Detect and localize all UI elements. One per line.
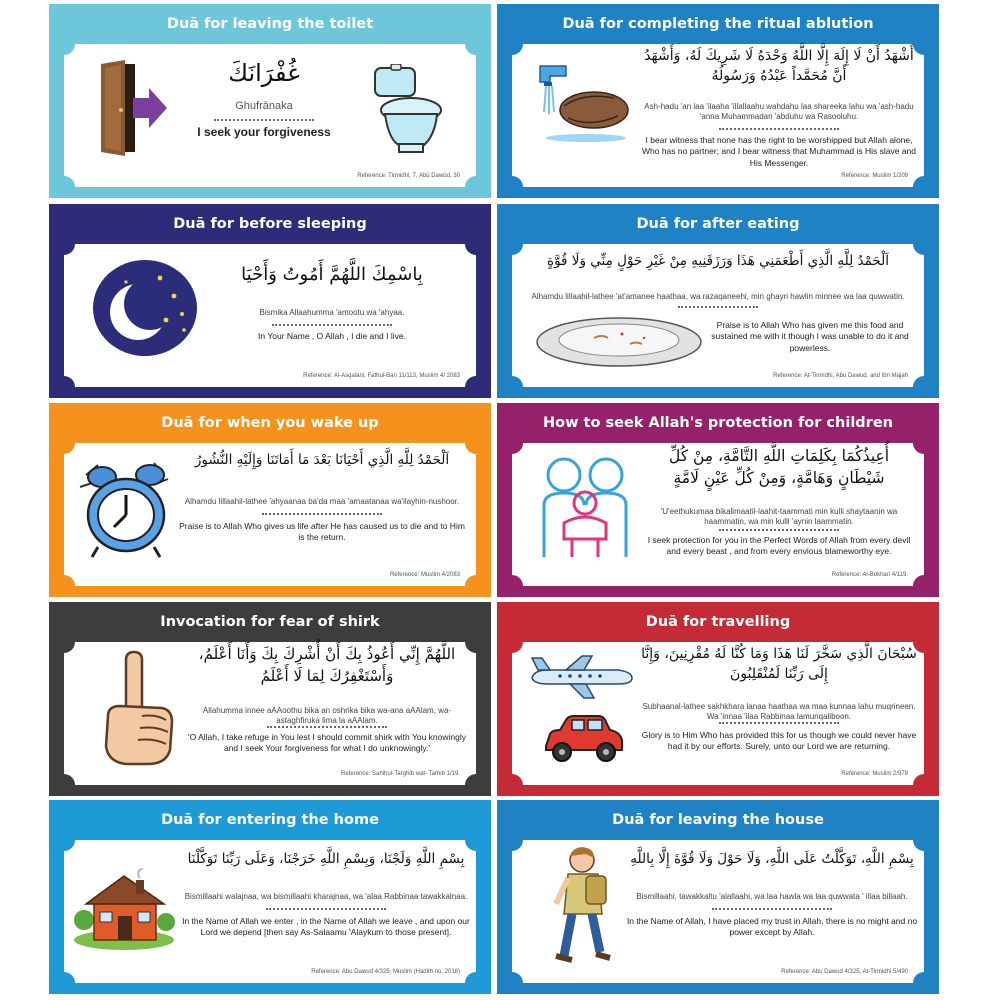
dua-arabic: أَشْهَدُ أَنْ لَا إِلَهَ إِلَّا اللَّهُ وَحْدَهُ لَا شَرِيكَ لَهُ، وَأَشْهَدُ أَنَّ مُحَمَّداً عَبْدُهُ وَرَسُولُهُ (644, 48, 914, 85)
dua-meaning: In the Name of Allah we enter , in the Name of Allah we leave , and upon our Lord we depend [then say As-Salaamu 'Alaykum to those present]. (182, 916, 470, 938)
dua-arabic: سُبْحَانَ الَّذِي سَخَّرَ لَنَا هَذَا وَمَا كُنَّا لَهُ مُقْرِنِينَ، وَإِنَّا إِلَى رَبِّنَا لَمُنْقَلِبُونَ (641, 646, 917, 683)
dua-arabic: اَلْحَمْدُ لِلَّهِ الَّذِي أَطْعَمَنِي هَذَا وَرَزَقَنِيهِ مِنْ غَيْرِ حَوْلٍ مِنِّي وَلَا قُوَّةٍ (547, 253, 889, 269)
raised-finger-icon (96, 650, 178, 768)
dua-card-ablution (497, 4, 939, 198)
card-title: Duā for when you wake up (161, 415, 379, 431)
dua-transliteration: Allahumma innee aAAoothu bika an oshrika bika wa-ana aAAlam, wa-astaghfiruka lima la aAAlam. (202, 706, 452, 725)
dua-meaning: In the Name of Allah, I have placed my trust in Allah, there is no might and no power except by Allah. (626, 916, 918, 938)
card-panel (512, 244, 924, 387)
dua-arabic: بِسْمِ اللَّهِ وَلَجْنَا، وَبِسْمِ اللَّهِ خَرَجْنَا، وَعَلَى رَبِّنَا تَوَكَّلْنَا (187, 851, 465, 867)
divider-dots (266, 908, 386, 910)
airplane-icon (526, 654, 636, 700)
dua-card-before-sleeping (49, 204, 491, 398)
card-panel (64, 642, 476, 785)
divider-dots (719, 722, 839, 724)
dua-meaning: I seek your forgiveness (197, 125, 331, 139)
card-title: Duā for completing the ritual ablution (562, 16, 874, 32)
card-panel (512, 44, 924, 187)
dua-arabic: اللَّهُمَّ إِنِّي أَعُوذُ بِكَ أَنْ أُشْرِكَ بِكَ وَأَنَا أَعْلَمُ، وَأَسْتَغْفِرُكَ لِمَا لَا أَعْلَمُ (198, 645, 456, 685)
dua-reference: Reference: At-Tirmidhi, Abu Dawud, and Ibn Majah (773, 373, 908, 379)
dua-meaning: Praise is to Allah Who gives us life after He has caused us to die and to Him is the return. (179, 521, 465, 543)
door-arrow-icon (97, 58, 169, 158)
dua-transliteration: Alhamdu lillaahil-lathee 'at'amanee haathaa, wa razaqaneehi, min ghayri hawlin minnee wa laa quwwatin. (531, 292, 905, 301)
dua-reference: Reference: Al-Bukhari 4/119. (831, 572, 908, 578)
dua-card-travelling (497, 602, 939, 796)
dua-meaning: In Your Name , O Allah , I die and I live. (258, 331, 406, 341)
dua-meaning: I seek protection for you in the Perfect Words of Allah from every devil and every beast , and from every envious blameworthy eye. (647, 535, 911, 557)
dua-transliteration: Bismillaahi walajnaa, wa bismillaahi kharajnaa, wa 'alaa Rabbinaa tawakkalnaa. (184, 892, 468, 901)
divider-dots (272, 324, 392, 326)
dua-card-entering-home (49, 800, 491, 994)
dua-reference: Reference: Muslim 4/2083 (389, 572, 460, 578)
dua-transliteration: Subhaanal-lathee sakhkhara lanaa haathaa wa maa kunnaa lahu muqrineen. Wa 'innaa 'ilaa Rabbinaa lamunqaliboon. (642, 702, 916, 721)
dua-reference: Reference: Abu Dawud 4/325, Muslim (Hadith no. 2018) (311, 969, 460, 975)
divider-dots (214, 119, 314, 121)
dua-card-wake-up (49, 403, 491, 597)
card-panel (64, 244, 476, 387)
alarm-clock-icon (76, 457, 176, 561)
dua-reference: Reference: Al-Asqalani, Fathul-Bari 11/113, Muslim 4/ 2083 (303, 373, 460, 379)
dua-reference: Reference: Muslim 2/978 (841, 771, 908, 777)
card-title: Duā for leaving the house (612, 812, 824, 828)
card-title: Duā for leaving the toilet (166, 16, 374, 32)
divider-dots (712, 908, 832, 910)
dua-arabic: أُعِيذُكُمَا بِكَلِمَاتِ اللَّهِ التَّامَّةِ، مِنْ كُلِّ شَيْطَانٍ وَهَامَّةٍ، وَمِنْ كُلِّ عَيْنٍ لَامَّةٍ (668, 447, 890, 488)
divider-dots (267, 726, 387, 728)
house-icon (72, 868, 176, 950)
dua-card-protection-children (497, 403, 939, 597)
family-hug-icon (534, 453, 638, 563)
dua-reference: Reference: Abu Dawud 4/325, At-Tirmidhi 5/490 (781, 969, 908, 975)
dua-transliteration: Ash-hadu 'an laa 'ilaaha 'illallaahu wahdahu laa shareeka lahu wa 'ash-hadu 'anna Muhammadan 'abduhu wa Rasooluhu. (644, 102, 914, 121)
dua-card-fear-of-shirk (49, 602, 491, 796)
divider-dots (719, 128, 839, 130)
card-title: Invocation for fear of shirk (160, 614, 380, 630)
washing-hands-icon (536, 52, 636, 144)
dua-meaning: I bear witness that none has the right to be worshipped but Allah alone, Who has no partner; and I bear witness that Muhammad is His slave and His Messenger. (641, 135, 917, 168)
moon-stars-icon (90, 256, 200, 360)
dua-meaning: Praise is to Allah Who has given me this food and sustained me with it though I was unable to do it and powerless. (711, 320, 909, 353)
card-title: Duā for before sleeping (173, 216, 367, 232)
dua-card-leaving-house (497, 800, 939, 994)
card-panel (512, 443, 924, 586)
dua-transliteration: Bismillaahi, tawakkaltu 'alallaahi, wa laa hawla wa laa quwwata ' illaa billaah. (636, 892, 908, 901)
divider-dots (262, 513, 382, 515)
dua-reference: Reference: Tirmidhi, 7, Abū Dawūd, 30 (357, 173, 460, 179)
card-panel (512, 642, 924, 785)
dua-meaning: Glory is to Him Who has provided this for us though we could never have had it by our efforts. Surely, unto our Lord we are returning. (641, 730, 917, 752)
divider-dots (719, 529, 839, 531)
walking-boy-icon (542, 844, 622, 970)
card-title: How to seek Allah's protection for children (543, 415, 893, 431)
dua-reference: Reference: Sahihut-Targhib wat- Tarhib 1/19. (341, 771, 460, 777)
card-title: Duā for travelling (645, 614, 791, 630)
toilet-icon (367, 64, 447, 156)
card-panel (64, 443, 476, 586)
dua-transliteration: Alhamdu lillaahil-lathee 'ahyaanaa ba'da maa 'amaatanaa wa'ilayhin-nushoor. (184, 497, 460, 506)
dua-arabic: بِسْمِ اللَّهِ، تَوَكَّلْتُ عَلَى اللَّهِ، وَلَا حَوْلَ وَلَا قُوَّةَ إِلَّا بِاللَّهِ (630, 851, 914, 867)
card-panel (64, 840, 476, 983)
empty-plate-icon (534, 314, 704, 374)
dua-card-leaving-toilet (49, 4, 491, 198)
card-panel (64, 44, 476, 187)
dua-transliteration: 'U'eethukumaa bikalimaatil-laahit-taammati min kulli shaytaanin wa haammatin, wa min kulli 'aynin laammatin. (660, 507, 898, 526)
dua-card-after-eating (497, 204, 939, 398)
card-title: Duā for after eating (636, 216, 800, 232)
card-panel (512, 840, 924, 983)
dua-arabic: اَلْحَمْدُ لِلَّهِ الَّذِي أَحْيَانَا بَعْدَ مَا أَمَاتَنَا وَإِلَيْهِ النُّشُورُ (194, 452, 450, 468)
dua-reference: Reference: Muslim 1/209 (841, 173, 908, 179)
dua-transliteration: Bismika Allaahumma 'amootu wa 'ahyaa. (259, 308, 405, 317)
dua-meaning: 'O Allah, I take refuge in You lest I should commit shirk with You knowingly and I seek Your forgiveness for what I do unknowingly.' (187, 732, 467, 754)
dua-arabic: غُفْرَانَكَ (228, 59, 300, 87)
card-title: Duā for entering the home (161, 812, 379, 828)
dua-transliteration: Ghufrānaka (235, 100, 293, 112)
dua-arabic: بِاسْمِكَ اللَّهُمَّ أَمُوتُ وَأَحْيَا (241, 264, 423, 285)
divider-dots (678, 306, 758, 308)
car-icon (540, 712, 626, 766)
